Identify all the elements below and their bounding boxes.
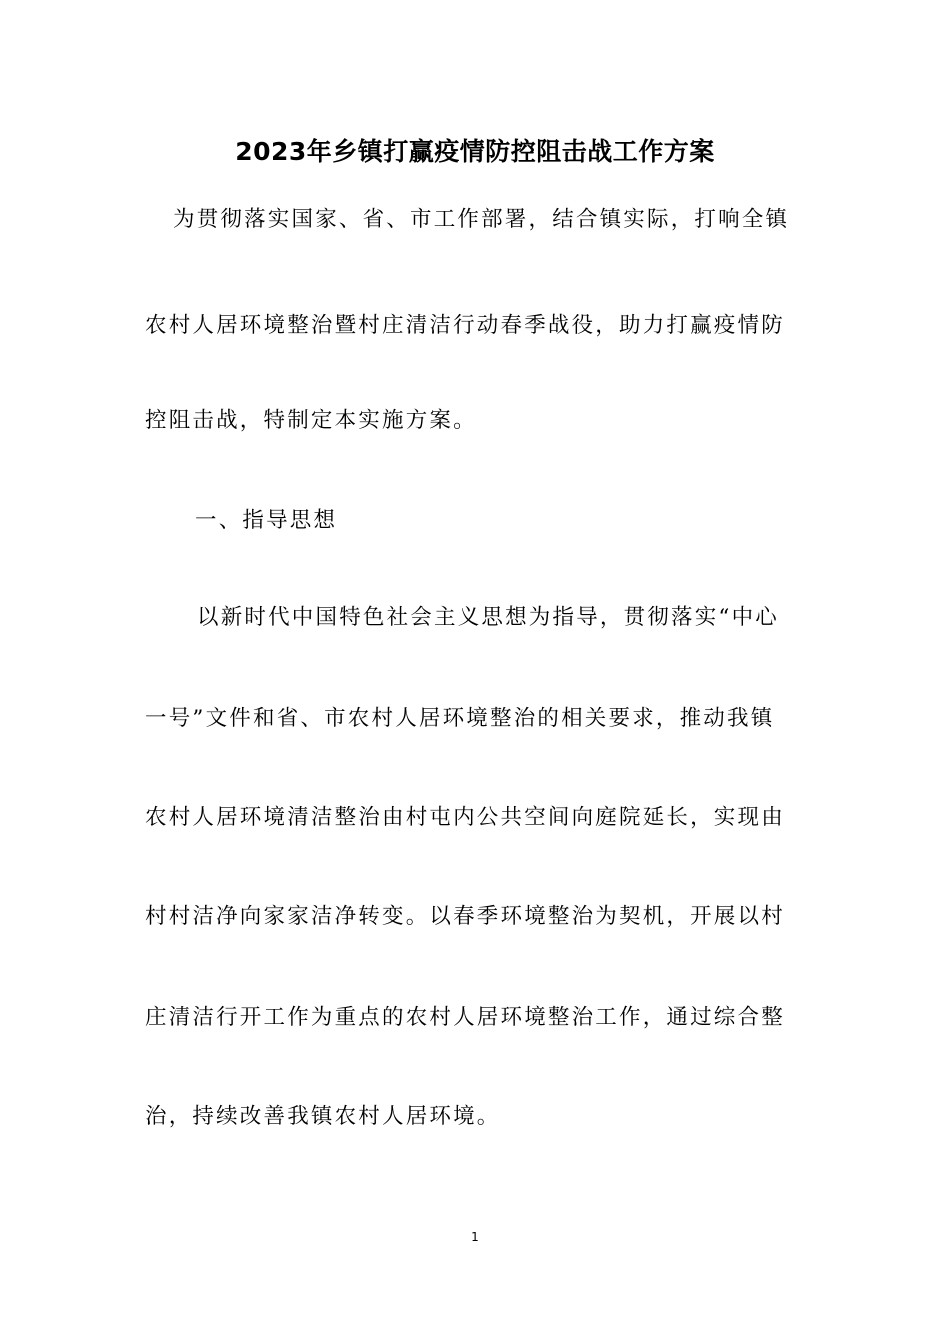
section-line-2: 一号”文件和省、市农村人居环境整治的相关要求，推动我镇 <box>145 706 775 731</box>
document-title: 2023年乡镇打赢疫情防控阻击战工作方案 <box>235 137 715 166</box>
intro-line-2: 农村人居环境整治暨村庄清洁行动春季战役，助力打赢疫情防 <box>145 313 785 338</box>
section-line-4: 村村洁净向家家洁净转变。以春季环境整治为契机，开展以村 <box>145 904 785 929</box>
section-line-6: 治，持续改善我镇农村人居环境。 <box>145 1104 501 1129</box>
section-line-1: 以新时代中国特色社会主义思想为指导，贯彻落实“中心 <box>197 605 779 630</box>
intro-line-1: 为贯彻落实国家、省、市工作部署，结合镇实际，打响全镇 <box>173 207 790 232</box>
section-heading: 一、指导思想 <box>195 508 338 533</box>
intro-line-3: 控阻击战，特制定本实施方案。 <box>145 408 477 433</box>
section-line-5: 庄清洁行开工作为重点的农村人居环境整治工作，通过综合整 <box>145 1005 785 1030</box>
page-number: 1 <box>471 1230 479 1244</box>
section-line-3: 农村人居环境清洁整治由村屯内公共空间向庭院延长，实现由 <box>145 805 785 830</box>
